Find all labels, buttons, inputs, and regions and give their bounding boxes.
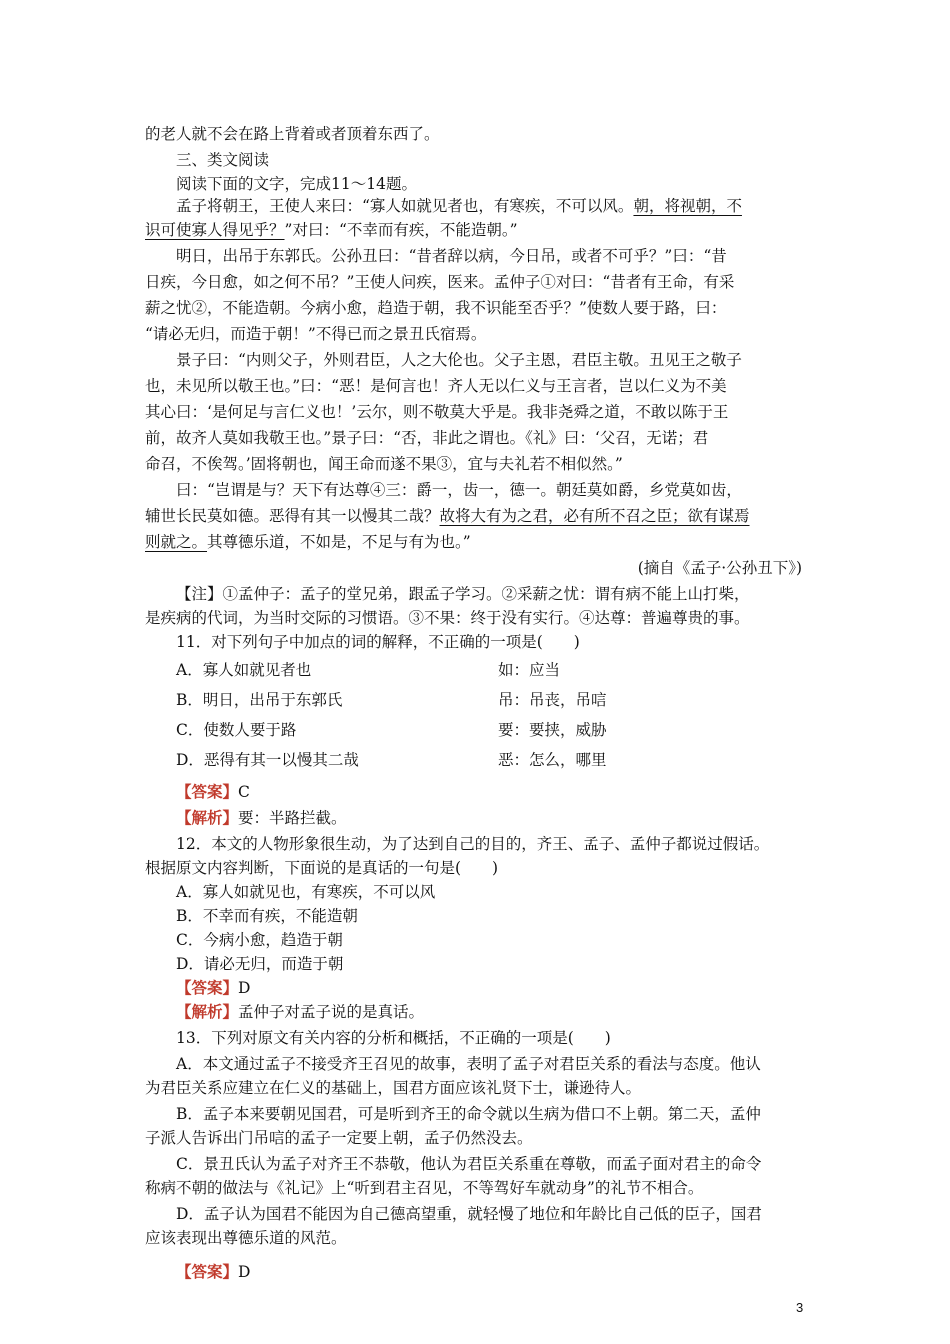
question-12-stem: 12．本文的人物形象很生动，为了达到自己的目的，齐王、孟子、孟仲子都说过假话。	[176, 835, 770, 853]
q12-option-c: C．今病小愈，趋造于朝	[176, 931, 343, 949]
passage-text: 日疾，今日愈，如之何不吊？”王使人问疾，医来。孟仲子①对曰：“昔者有王命，有采	[145, 273, 735, 291]
q13-line: B．孟子本来要朝见国君，可是听到齐王的命令就以生病为借口不上朝。第二天，孟仲	[176, 1105, 761, 1123]
passage-text: 其尊德乐道，不如是，不足与有为也。”	[207, 533, 471, 551]
passage-text: 阅读下面的文字，完成11～14题。	[176, 175, 417, 193]
q11-option-sentence: A．寡人如就见者也	[176, 661, 312, 679]
passage-line	[176, 632, 580, 652]
passage-text: 11．对下列句子中加点的词的解释，不正确的一项是( )	[176, 633, 580, 651]
q13-line: 子派人告诉出门吊唁的孟子一定要上朝，孟子仍然没去。	[145, 1129, 533, 1147]
q11-option-sentence: C．使数人要于路	[176, 721, 297, 739]
passage-line	[145, 220, 518, 240]
q13-line: A．本文通过孟子不接受齐王召见的故事，表明了孟子对君臣关系的看法与态度。他认	[176, 1055, 761, 1073]
analysis-line-11	[176, 808, 347, 828]
q11-option-sentence: B．明日，出吊于东郭氏	[176, 691, 343, 709]
passage-line	[145, 506, 750, 526]
passage-line	[176, 480, 742, 500]
question-12-stem-cont: 根据原文内容判断，下面说的是真话的一句是( )	[145, 859, 499, 877]
passage-text: 孟子将朝王，王使人来曰：“寡人如就见者也，有寒疾，不可以风。	[176, 197, 634, 215]
passage-line	[145, 608, 750, 628]
passage-text: 其心曰：‘是何足与言仁义也！’云尔，则不敬莫大乎是。我非尧舜之道，不敢以陈于王	[145, 403, 729, 421]
q13-line: 13．下列对原文有关内容的分析和概括，不正确的一项是( )	[176, 1029, 611, 1047]
passage-text: 曰：“岂谓是与？天下有达尊④三：爵一，齿一，德一。朝廷莫如爵，乡党莫如齿，	[176, 481, 742, 499]
answer-value: D	[238, 979, 251, 997]
passage-line	[145, 298, 726, 318]
q13-line: D．孟子认为国君不能因为自己德高望重，就轻慢了地位和年龄比自己低的臣子，国君	[176, 1205, 762, 1223]
passage-text: 命召，不俟驾。’固将朝也，闻王命而遂不果③，宜与夫礼若不相似然。”	[145, 455, 623, 473]
passage-text: 是疾病的代词，为当时交际的习惯语。③不果：终于没有实行。④达尊：普遍尊贵的事。	[145, 609, 750, 627]
passage-text: 辅世长民莫如德。恶得有其一以慢其二哉？	[145, 507, 440, 525]
passage-line	[145, 532, 471, 552]
q13-line: 称病不朝的做法与《礼记》上“听到君主召见，不等驾好车就动身”的礼节不相合。	[145, 1179, 704, 1197]
passage-text: 明日，出吊于东郭氏。公孙丑曰：“昔者辞以病，今日吊，或者不可乎？”曰：“昔	[176, 247, 727, 265]
analysis-text: 孟仲子对孟子说的是真话。	[238, 1003, 425, 1021]
answer-value: C	[238, 783, 250, 801]
underlined-sentence: 识可使寡人得见乎？	[145, 221, 285, 239]
answer-value: D	[238, 1263, 251, 1281]
q13-line: 为君臣关系应建立在仁义的基础上，国君方面应该礼贤下士，谦逊待人。	[145, 1079, 642, 1097]
q13-line: C．景丑氏认为孟子对齐王不恭敬，他认为君臣关系重在尊敬，而孟子面对君主的命令	[176, 1155, 762, 1173]
answer-label: 【答案】	[176, 1262, 239, 1281]
passage-text: 薪之忧②，不能造朝。今病小愈，趋造于朝，我不识能至否乎？”使数人要于路，曰：	[145, 299, 727, 317]
passage-line	[145, 272, 734, 292]
q11-option-explanation: 如：应当	[498, 661, 561, 679]
passage-line	[145, 402, 728, 422]
q12-option-b: B．不幸而有疾，不能造朝	[176, 907, 358, 925]
passage-line	[176, 350, 742, 370]
q11-option-explanation: 要：要挟，威胁	[498, 721, 607, 739]
passage-text: ”对曰：“不幸而有疾，不能造朝。”	[284, 221, 518, 239]
passage-text: 三、类文阅读	[176, 151, 270, 169]
passage-line	[176, 584, 750, 604]
passage-line	[145, 376, 727, 396]
underlined-sentence: 故将大有为之君，必有所不召之臣；欲有谋焉	[439, 507, 750, 525]
passage-line	[176, 150, 269, 170]
answer-label: 【答案】	[176, 978, 239, 997]
passage-text: 也，未见所以敬王也。”曰：“恶！是何言也！齐人无以仁义与王言者，岂以仁义为不美	[145, 377, 727, 395]
passage-text: 【注】①孟仲子：孟子的堂兄弟，跟孟子学习。②采薪之忧：谓有病不能上山打柴，	[176, 585, 750, 603]
passage-line	[145, 428, 708, 448]
underlined-sentence: 朝，将视朝，不	[633, 197, 742, 215]
q11-option-explanation: 恶：怎么，哪里	[498, 751, 607, 769]
underlined-sentence: 则就之。	[145, 533, 208, 551]
analysis-line-12	[176, 1002, 424, 1022]
passage-text: “请必无归，而造于朝！”不得已而之景丑氏宿焉。	[145, 325, 487, 343]
passage-text: 的老人就不会在路上背着或者顶着东西了。	[145, 125, 440, 143]
answer-line-12	[176, 978, 250, 998]
analysis-text: 要：半路拦截。	[238, 809, 347, 827]
q12-option-d: D．请必无归，而造于朝	[176, 955, 344, 973]
q11-option-explanation: 吊：吊丧，吊唁	[498, 691, 607, 709]
page-number: 3	[796, 1300, 804, 1315]
analysis-label: 【解析】	[176, 1002, 239, 1021]
answer-line-11	[176, 782, 250, 802]
q12-option-a: A．寡人如就见也，有寒疾，不可以风	[176, 883, 436, 901]
source-citation: (摘自《孟子·公孙丑下》)	[637, 559, 802, 577]
passage-line	[145, 324, 486, 344]
passage-line	[176, 174, 417, 194]
passage-line	[145, 454, 623, 474]
passage-line	[145, 124, 440, 144]
passage-text: 景子曰：“内则父子，外则君臣，人之大伦也。父子主恩，君臣主敬。丑见王之敬子	[176, 351, 742, 369]
answer-line-13	[176, 1262, 250, 1282]
answer-label: 【答案】	[176, 782, 239, 801]
q13-line: 应该表现出尊德乐道的风范。	[145, 1229, 347, 1247]
analysis-label: 【解析】	[176, 808, 239, 827]
passage-text: 前，故齐人莫如我敬王也。”景子曰：“否，非此之谓也。《礼》曰：‘父召，无诺；君	[145, 429, 709, 447]
passage-line	[176, 196, 742, 216]
passage-line	[176, 246, 727, 266]
q11-option-sentence: D．恶得有其一以慢其二哉	[176, 751, 359, 769]
